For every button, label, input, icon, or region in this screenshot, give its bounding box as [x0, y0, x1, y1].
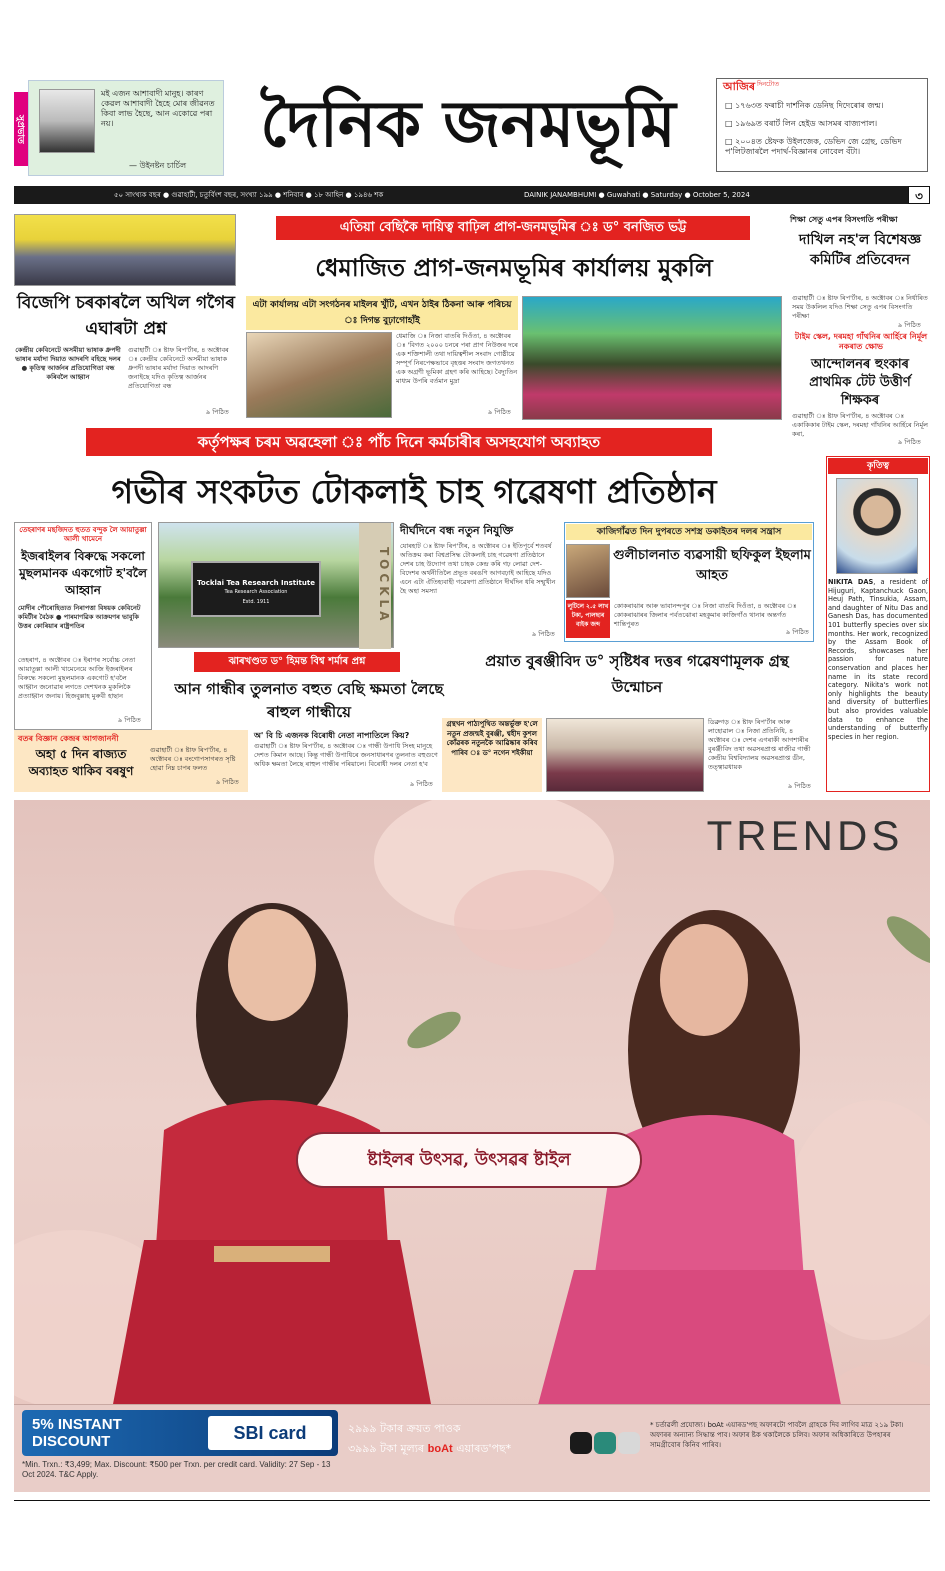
book-photo [546, 718, 704, 792]
kritittwa-label: কৃতিত্ব [828, 458, 928, 474]
sikha-headline: দাখিল নহ'ল বিশেষজ্ঞ কমিটিৰ প্ৰতিবেদন [798, 232, 922, 268]
israel-more: ৯ পিঠিত [118, 716, 141, 724]
israel-body: তেহৰাণ, ৪ অক্টোবৰ ঃ ইৰাণৰ সৰ্বোচ্চ নেতা আয়াতুল্লা আলী খামেনেয়ে আজি ইজৰাইলৰ বিৰুদ্ধে সকলো মুছলমানক একগোট হ'বলৈ আহ্বান জনোৱাৰ লগতে দেশখনক মুকলিকৈ প্ৰত্যাহ্বান জনায়। হিজবুল্লাহ মুৰুবী হাছান [18, 656, 136, 700]
dhemaji-sub: এটা কাৰ্যালয় এটা সংগঠনৰ মাইলৰ খুঁটি, এখন ঠাইৰ ঠিকনা আৰু পৰিচয় ঃ দিগন্ত বুঢ়াগোহাঁই [246, 296, 518, 330]
book-kicker: গ্ৰন্থখন পাঠ্যপুথিত অন্তৰ্ভুক্ত হ'লে নতুন প্ৰজন্মই বুৰঞ্জী, শ্বহীদ কুশল কোঁৱৰক নতুনকৈ আৱিষ্কাৰ কৰিব পাৰিব ঃ ড° নগেন শইকীয়া [442, 718, 542, 792]
model-2-face [660, 924, 748, 1036]
dhemaji-photo-1 [246, 332, 392, 418]
dhemaji-photo-2 [522, 296, 782, 420]
tocklai-signboard [191, 561, 321, 617]
model-1-face [228, 909, 316, 1021]
nikita-body: , a resident of Hijuguri, Kaptanchuck Gaon, Heuj Path, Tinsukia, Assam, and daughter of Nitu Das and Ganesh Das, has documented 101 butterfly species over six months. Her work, recognized by the Assam Book of Records, showcases her passion for nature conservation and places her name in its state record category. Nikita's work not only highlights the beauty and diversity of butterflies but also provides valuable data to enhance the understanding of butterfly species in her region. [828, 578, 928, 741]
kicker-pragjanambhumi: এতিয়া বেছিকৈ দায়িত্ব বাঢ়িল প্ৰাগ-জনমভূমিৰ ঃ ড° বনজিত ভট্ট [276, 216, 750, 240]
nikita-text [828, 578, 928, 741]
earbuds-icon [570, 1428, 644, 1456]
leaf [402, 1005, 466, 1056]
bjp-headline: বিজেপি চৰকাৰলৈ অখিল গগৈৰ এঘাৰটা প্ৰশ্ন [17, 293, 235, 339]
crime-headline: গুলীচালনাত ব্যৱসায়ী ছফিকুল ইছলাম আহত [613, 548, 811, 583]
teacher-more: ৯ পিঠিত [898, 438, 921, 446]
dhemaji-body: ধেমাজি ঃ নিজা বাতৰি দিওঁতা, ৪ অক্টোবৰ ঃ 'বিগত ২০০০ চনৰে পৰা প্ৰাগ নিউজৰ দৰে এক শক্তিশালী তথা দায়িত্বশীল সংবাদ গোষ্ঠীয়ে সম্পূৰ্ণ নিৰপেক্ষভাবে বৃহত্তৰ সংবাদ জগতখনত এক অগ্ৰণী ভূমিকা গ্ৰহণ কৰি আহিছে। বৈদ্যুতিন মাধ্যম উপৰি বৰ্তমান মুদ্ৰা [396, 332, 518, 385]
model-2-skirt [534, 1270, 844, 1420]
today-label: আজিৰ [723, 80, 756, 93]
teacher-headline: আন্দোলনৰ হুংকাৰ প্ৰাথমিক টেট উত্তীৰ্ণ শিক্ষকৰ [809, 357, 911, 408]
teacher-body: গুৱাহাটী ঃ ষ্টাফ ৰিপ'ৰ্টাৰ, ৪ অক্টোবৰ ঃ একাকিকাৰ টাইম স্কেল, দৰমহা গাঁথনিৰ আৰ্হিৰে নিৰ্মূল কৰা, [792, 412, 928, 438]
weather-kicker: বতৰ বিজ্ঞান কেন্দ্ৰৰ আগজাননী [18, 734, 119, 743]
bottom-rule [14, 1500, 930, 1501]
nikita-photo [836, 478, 918, 574]
page-number: ৩ [908, 186, 930, 204]
crime-photo [566, 544, 610, 598]
trends-ad [14, 800, 930, 1492]
israel-sub: মোদীৰ পৌৰোহিত্যত নিৰাপত্তা বিষয়ক কেবিনেট কমিটীৰ বৈঠক ● পাৰমাণৱিক আক্ৰমণৰ ভাবুকি উত্তৰ কোৰিয়াৰ ৰাষ্ট্ৰপতিৰ [18, 604, 141, 630]
quote-box [28, 80, 224, 176]
today-item: □ ১৭৬৩ত ফৰাচী দাৰ্শনিক ডেনিছ দিদেৰোৰ জন্ম। [725, 101, 884, 110]
lotus-petal [454, 870, 614, 970]
book-more: ৯ পিঠিত [788, 782, 811, 790]
rahul-more: ৯ পিঠিত [410, 780, 433, 788]
bjp-more: ৯ পিঠিত [206, 408, 229, 416]
tocklai-pillar: TOCKLA [359, 523, 391, 649]
today-box [716, 78, 928, 172]
weather-more: ৯ পিঠিত [216, 778, 239, 786]
nikita-name: NIKITA DAS [828, 578, 874, 586]
boat-terms: * চৰ্তাৱলী প্ৰযোজ্য। boAt এয়াৰড'পছ অফাৰটো পাবলৈ গ্ৰাহকে দিব লাগিব মাত্ৰ ২১৯ টকা। অফাৰৰ অন্যান্য সিদ্ধান্ত পাব। অফাৰ ষ্টক থকালৈকে চলিব। অফাৰ অধিকাৰিতে উপহাৰৰ সামগ্ৰীবোৰ কিনিব পাৰিব। [650, 1421, 904, 1449]
recruit-more: ৯ পিঠিত [532, 630, 555, 638]
weather-body: গুৱাহাটী ঃ ষ্টাফ ৰিপ'ৰ্টাৰ, ৪ অক্টোবৰ ঃ বংগোপসাগৰত সৃষ্টি হোৱা নিম্ন চাপৰ ফলত [150, 746, 236, 772]
crime-body: কোকৰাঝাৰ আৰু ভাবানন্দপুৰ ঃ নিজা বাতৰি দিওঁতা, ৪ অক্টোবৰ ঃ কোকৰাঝাৰৰ জিলাৰ পৰ্বতঝোৰা মহকুমাৰ কাজিগাঁও থানাৰ অন্তৰ্গত শান্তিপুৰত [614, 602, 797, 628]
today-sub: দিনটোত [757, 80, 780, 88]
dateline-bar [14, 186, 930, 204]
dateline-right: DAINIK JANAMBHUMI ● Guwahati ● Saturday ● October 5, 2024 [524, 191, 750, 199]
crime-more: ৯ পিঠিত [786, 628, 809, 636]
boat-offer-1: ২৯৯৯ টকাৰ ক্ৰয়ত পাওক [348, 1422, 461, 1435]
trends-logo: TRENDS [706, 812, 904, 859]
discount-text: 5% INSTANT DISCOUNT [32, 1416, 122, 1450]
model-1-belt [214, 1246, 330, 1262]
rahul-headline: আন গান্ধীৰ তুলনাত বহুত বেছি ক্ষমতা লৈছে ৰাহুল গান্ধীয়ে [174, 680, 444, 721]
teacher-kicker: টাইম স্কেল, দৰমহা গাঁথনিৰ আৰ্হিৰে নিৰ্মূল নকৰাত ক্ষোভ [794, 332, 928, 351]
today-item: □ ২০০৪ত ষ্টেফক উইলজেক, ডেভিদ জে গ্ৰেছ, ডেভিদ প'লিটজাৰলৈ পদাৰ্থ-বিজ্ঞানৰ নোবেল বঁটা। [725, 137, 902, 156]
dateline-left: ৫০ সাংখ্যক বছৰ ● গুৱাহাটী, চতুৰ্বিংশ বছৰ, সংখ্যা ১৯৯ ● শনিবাৰ ● ১৮ আহিন ● ১৯৪৬ শক [114, 191, 384, 199]
discount-badge[interactable] [22, 1410, 338, 1456]
crime-caption: লুটিলে ২.৫ লাখ টকা, পালছাৰ বাইক জব্দ [566, 600, 610, 638]
ad-tagline: ষ্টাইলৰ উৎসৱ, উৎসৱৰ ষ্টাইল [296, 1132, 642, 1188]
boat-offer-price: ৩৯৯৯ টকা মূল্যৰ [348, 1442, 425, 1455]
crime-kicker: কাজিগাঁৱত দিন দুপৰতে সশস্ত্ৰ ডকাইতৰ দলৰ সন্ত্ৰাস [566, 524, 812, 540]
weather-headline: অহা ৫ দিন ৰাজ্যত অব্যাহত থাকিব বৰষুণ [28, 747, 134, 778]
sbi-logo: SBI card [208, 1416, 332, 1450]
boat-offer-2 [348, 1440, 588, 1459]
bjp-photo [14, 214, 236, 286]
tocklai-photo [158, 522, 394, 648]
recruit-body: যোৰহাট ঃ ষ্টাফ ৰিপ'ৰ্টাৰ, ৪ অক্টোবৰ ঃ ইতিপূৰ্বে শতবৰ্ষ অতিক্ৰম কৰা বিশ্বপ্ৰসিদ্ধ টোকলাই চাহ গৱেষণা প্ৰতিষ্ঠানে দেশৰ চাহ উদ্যোগ তথা চাহক কেন্দ্ৰ কৰি গঢ় লোৱা দেশ-বিদেশৰ অৰ্থনীতিলৈ প্ৰভূত বৰঙণি আগবঢ়াই আহিছে যদিও এনে এটা ঐতিহ্যবাহী গৱেষণা প্ৰতিষ্ঠানে দীৰ্ঘদিন ধৰি সন্মুখীন হৈ অহা সমস্যা [400, 542, 556, 595]
sbi-terms: *Min. Trxn.: ₹3,499; Max. Discount: ₹500 per Trxn. per credit card. Validity: 27 Sep - 13 Oct 2024. T&C Apply. [22, 1460, 331, 1479]
dhemaji-more: ৯ পিঠিত [488, 408, 511, 416]
jharkhand-kicker: ঝাৰখণ্ডত ড° হিমন্ত বিশ্ব শৰ্মাৰ প্ৰশ্ন [194, 652, 400, 672]
sikha-body: গুৱাহাটী ঃ ষ্টাফ ৰিপ'ৰ্টাৰ, ৪ অক্টোবৰ ঃ নিৰ্ধাৰিত সময় উকলিল যদিও শিক্ষা সেতু এপৰ বিসংগতি পৰীক্ষা [792, 294, 928, 320]
suprobhat-tag: সুপ্ৰভাত [14, 92, 28, 166]
sikha-more: ৯ পিঠিত [898, 321, 921, 329]
lead-headline: গভীৰ সংকটত টোকলাই চাহ গৱেষণা প্ৰতিষ্ঠান [111, 472, 717, 511]
book-headline: প্ৰয়াত বুৰঞ্জীবিদ ড° সৃষ্টিধৰ দত্তৰ গৱেষণামূলক গ্ৰন্থ উন্মোচন [485, 652, 789, 696]
book-body: ডিব্ৰুগড় ঃ ষ্টাফ ৰিপ'ৰ্টাৰ আৰু লাহোৱাল ঃ নিজা প্ৰতিনিধি, ৪ অক্টোবৰ ঃ দেশৰ এগৰাকী আগশাৰীৰ বুৰঞ্জীবিদ তথা অৱসৰপ্ৰাপ্ত ৰাজীৱ গান্ধী কেন্দ্ৰীয় বিশ্ববিদ্যালয় অৱসৰপ্ৰাপ্ত ডীন, তত্ত্বাৱধায়ক [708, 718, 811, 771]
sikha-kicker: শিক্ষা সেতু এপৰ বিসংগতি পৰীক্ষা [790, 215, 898, 224]
boat-offer-item: এয়াৰড'পছ* [456, 1442, 512, 1455]
quote-text: মই এজন আশাবাদী মানুহ। কাৰণ কেৱল আশাবাদী হৈহে মোৰ জীৱনত কিবা লাভ হৈছে, আন একোৱে পৰা নয়। [101, 89, 215, 128]
israel-kicker: তেহৰাণৰ মছজিদত হুতত বন্দুক লৈ আয়াতুল্লা আলী খামেনে [19, 526, 147, 543]
rahul-body: গুৱাহাটী ঃ ষ্টাফ ৰিপ'ৰ্টাৰ, ৪ অক্টোবৰ ঃ গান্ধী উপাধি সিংহ মানুহে দেশত কিমান আছে। কিন্তু গান্ধী উপাধিৰে জনসাধাৰণৰ তুলনাত বহুগুণে অধিক ক্ষমতা লৈছে ৰাহুল গান্ধীৰ পৰিয়ালে। বিৰোধী দলৰ নেতা হ'ব [254, 742, 438, 768]
leaf [880, 909, 930, 971]
today-item: □ ১৯৬৯ত বৰাৰ্ট লিন হেইড আসমৰ বাজ্যপাল। [725, 119, 878, 128]
model-1-skirt [110, 1240, 434, 1420]
boat-logo: boAt [427, 1443, 453, 1455]
churchill-portrait [39, 89, 95, 153]
bjp-body-a: কেন্দ্ৰীয় কেবিনেটে অসমীয়া ভাষাক ধ্ৰুপদী ভাষাৰ মৰ্যাদা দিয়াত আদৰণি বহিছে দলৰ ● কৃতিত্ব আৰ্জনৰ প্ৰতিযোগিতা বন্ধ কৰিবলৈ আহ্বান [15, 346, 121, 381]
quote-author: — উইনষ্টন চাৰ্চিল [129, 161, 187, 170]
recruit-headline: দীৰ্ঘদিনে বন্ধ নতুন নিযুক্তি [400, 524, 514, 537]
israel-headline: ইজৰাইলৰ বিৰুদ্ধে সকলো মুছলমানক একগোট হ'বলৈ আহ্বান [19, 549, 147, 597]
newspaper-title: দৈনিক জনমভূমি [260, 87, 676, 162]
tocklai-sign-text-2: Tea Research Association [224, 589, 288, 595]
tocklai-estd: Estd. 1911 [242, 599, 270, 605]
bjp-body-b: গুৱাহাটী ঃ ষ্টাফ ৰিপ'ৰ্টাৰ, ৪ অক্টোবৰ ঃ কেন্দ্ৰীয় কেবিনেটে অসমীয়া ভাষাক ধ্ৰুপদী ভাষাৰ মৰ্যাদা দিয়াত আদৰণি জনাইছে যদিও কৃতিত্ব আৰ্জনৰ প্ৰতিযোগিতা বন্ধ [128, 346, 229, 390]
rahul-kicker: অ' বি চি এজনক বিৰোধী নেতা নাপাতিলে কিয়? [254, 731, 410, 740]
tocklai-sign-text: Tocklai Tea Research Institute [197, 579, 315, 587]
dhemaji-headline: ধেমাজিত প্ৰাগ-জনমভূমিৰ কাৰ্যালয় মুকলি [315, 253, 713, 282]
kicker-tocklai: কৰ্তৃপক্ষৰ চৰম অৱহেলা ঃ পাঁচ দিনে কৰ্মচাৰীৰ অসহযোগ অব্যাহত [86, 428, 712, 456]
